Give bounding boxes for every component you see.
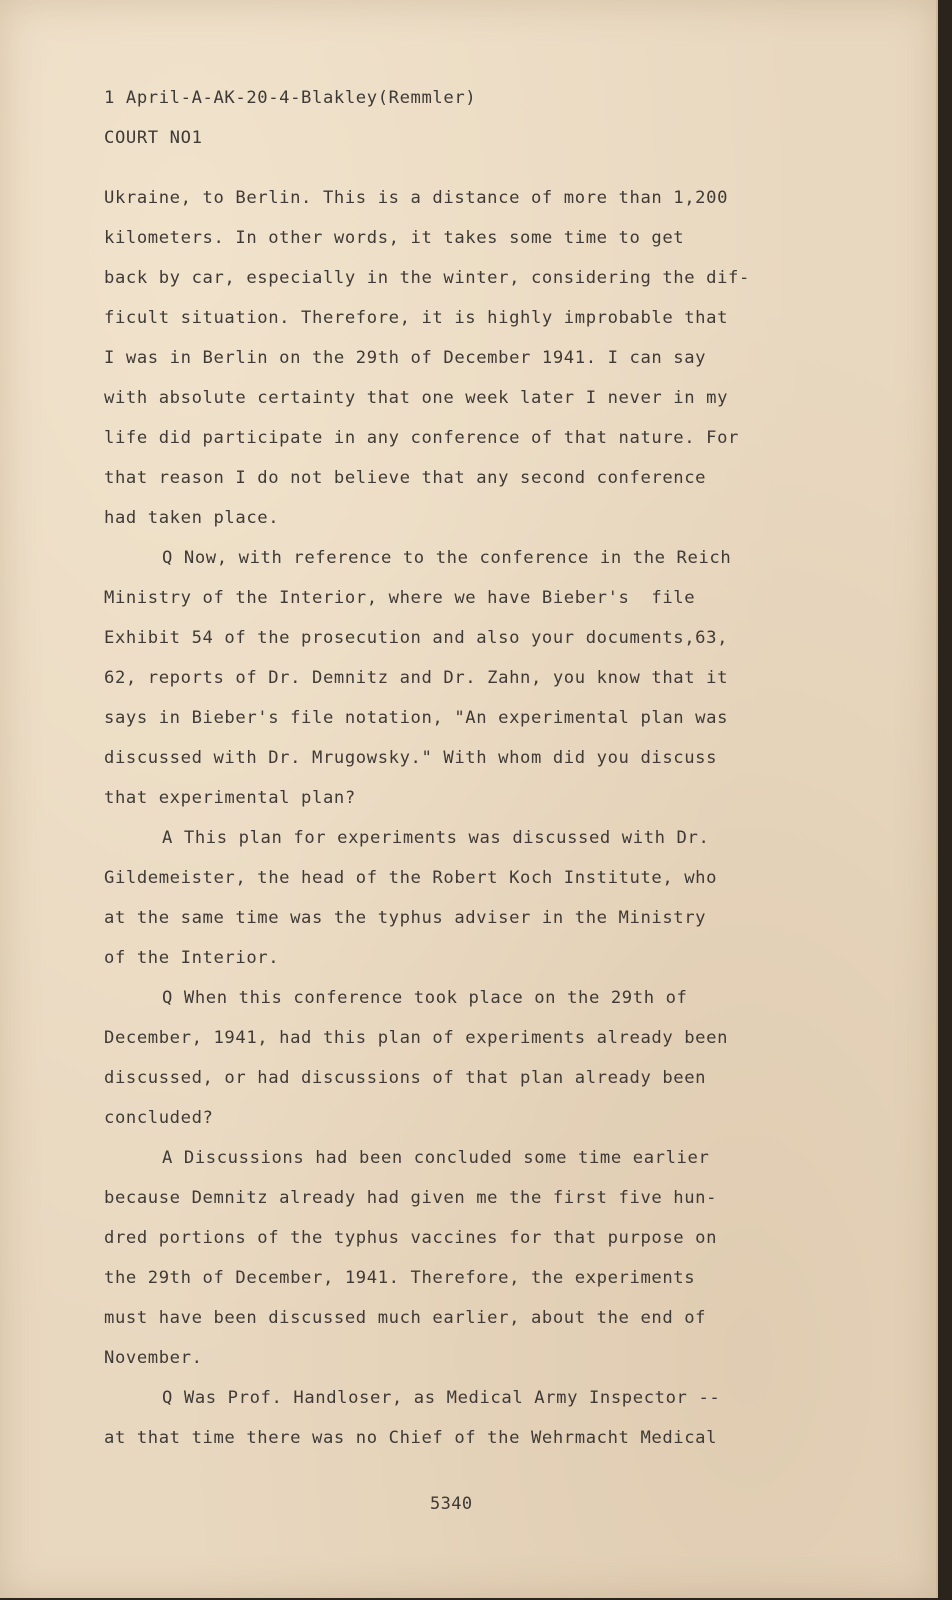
text-line: must have been discussed much earlier, about the end of [104, 1308, 707, 1328]
text-line: Ukraine, to Berlin. This is a distance of more than 1,200 [104, 188, 729, 208]
text-line: December, 1941, had this plan of experiments already been [104, 1028, 729, 1048]
text-line: kilometers. In other words, it takes some time to get [104, 228, 685, 248]
text-line: discussed with Dr. Mrugowsky." With whom did you discuss [104, 748, 718, 768]
question-line: Q Now, with reference to the conference in the Reich [162, 548, 732, 568]
text-line: concluded? [104, 1108, 214, 1128]
text-line: says in Bieber's file notation, "An experimental plan was [104, 708, 729, 728]
text-line: discussed, or had discussions of that plan already been [104, 1068, 707, 1088]
page-number: 5340 [430, 1494, 473, 1514]
text-line: back by car, especially in the winter, considering the dif- [104, 268, 750, 288]
text-line: at the same time was the typhus adviser in the Ministry [104, 908, 707, 928]
text-line: Ministry of the Interior, where we have Bieber's file [104, 588, 696, 608]
answer-line: A Discussions had been concluded some time earlier [162, 1148, 710, 1168]
header-court-line: COURT NO1 [104, 128, 203, 148]
text-line: Gildemeister, the head of the Robert Koch Institute, who [104, 868, 718, 888]
text-line: Exhibit 54 of the prosecution and also your documents,63, [104, 628, 729, 648]
text-line: because Demnitz already had given me the first five hun- [104, 1188, 718, 1208]
text-line: at that time there was no Chief of the Wehrmacht Medical [104, 1428, 718, 1448]
text-line: I was in Berlin on the 29th of December 1941. I can say [104, 348, 707, 368]
question-line: Q When this conference took place on the 29th of [162, 988, 688, 1008]
text-line: that experimental plan? [104, 788, 356, 808]
text-line: November. [104, 1348, 203, 1368]
text-line: that reason I do not believe that any second conference [104, 468, 707, 488]
question-line: Q Was Prof. Handloser, as Medical Army Inspector -- [162, 1388, 721, 1408]
text-line: life did participate in any conference of that nature. For [104, 428, 739, 448]
text-line: with absolute certainty that one week later I never in my [104, 388, 729, 408]
header-docket-line: 1 April-A-AK-20-4-Blakley(Remmler) [104, 88, 477, 108]
text-line: dred portions of the typhus vaccines for that purpose on [104, 1228, 718, 1248]
text-line: ficult situation. Therefore, it is highly improbable that [104, 308, 729, 328]
text-line: 62, reports of Dr. Demnitz and Dr. Zahn, you know that it [104, 668, 729, 688]
answer-line: A This plan for experiments was discussed with Dr. [162, 828, 710, 848]
text-line: the 29th of December, 1941. Therefore, the experiments [104, 1268, 696, 1288]
text-line: of the Interior. [104, 948, 280, 968]
text-line: had taken place. [104, 508, 280, 528]
